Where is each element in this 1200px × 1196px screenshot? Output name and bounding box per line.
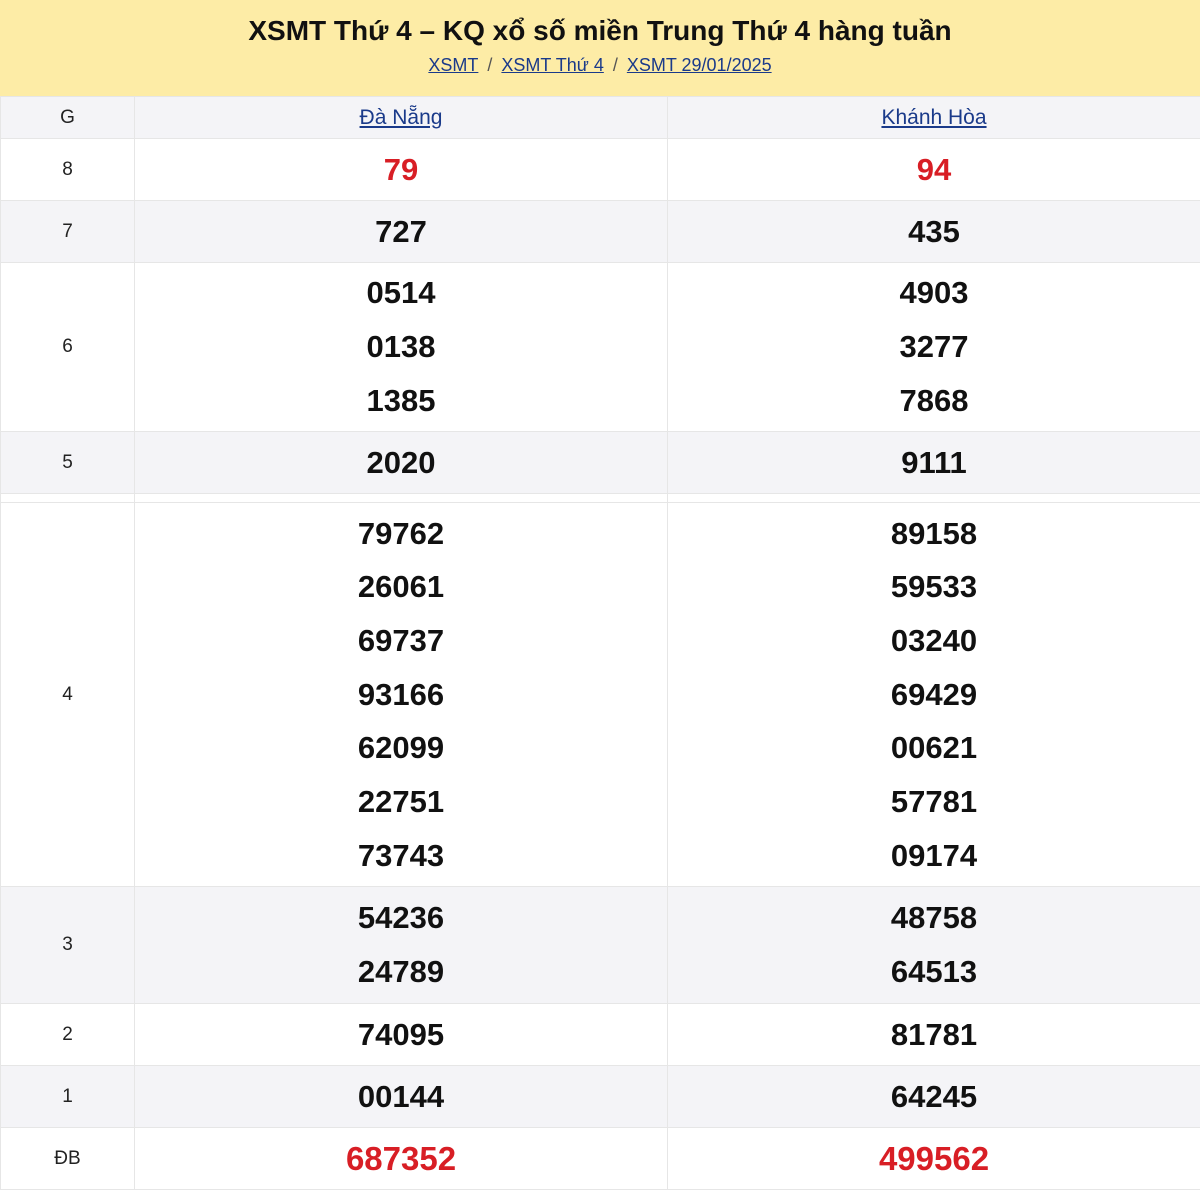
result-number: 69429 [890, 676, 978, 712]
page-title: XSMT Thứ 4 – KQ xổ số miền Trung Thứ 4 hàng tuần [248, 15, 952, 46]
result-cell-khanh-hoa [668, 1128, 1200, 1190]
table-header-row [1, 97, 1200, 139]
breadcrumb-link-xsmt-date[interactable]: XSMT 29/01/2025 [626, 55, 772, 75]
result-number: 89158 [890, 515, 978, 551]
prize-label: 3 [1, 887, 135, 1004]
result-cell-da-nang [135, 139, 668, 201]
result-cell-khanh-hoa [668, 432, 1200, 494]
result-number: 00144 [357, 1078, 445, 1114]
result-number: 4903 [899, 275, 969, 311]
table-row-prize-3 [1, 887, 1200, 1004]
prize-label: ĐB [1, 1128, 135, 1190]
result-number: 94 [916, 151, 952, 187]
breadcrumb-separator: / [487, 55, 493, 75]
page-header [0, 0, 1200, 96]
result-cell-da-nang [135, 263, 668, 432]
result-number: 0514 [366, 275, 436, 311]
province-header-da-nang [135, 97, 668, 139]
result-number: 73743 [357, 837, 445, 873]
result-cell-khanh-hoa [668, 139, 1200, 201]
result-number: 54236 [357, 900, 445, 936]
result-number: 93166 [357, 676, 445, 712]
result-cell-khanh-hoa [668, 1004, 1200, 1066]
table-section-gap [1, 494, 1200, 503]
table-row-prize-4 [1, 503, 1200, 887]
prize-label: 5 [1, 432, 135, 494]
gap-cell [1, 494, 135, 503]
province-link-da-nang[interactable]: Đà Nẵng [359, 105, 443, 129]
result-cell-khanh-hoa [668, 503, 1200, 887]
result-number: 69737 [357, 622, 445, 658]
prize-label: 2 [1, 1004, 135, 1066]
result-cell-khanh-hoa [668, 1066, 1200, 1128]
gap-cell [135, 494, 668, 503]
result-cell-da-nang [135, 503, 668, 887]
result-number: 2020 [366, 444, 436, 480]
result-cell-da-nang [135, 1004, 668, 1066]
result-number: 64513 [890, 954, 978, 989]
result-number: 0138 [366, 329, 436, 365]
gap-cell [668, 494, 1200, 503]
result-number: 48758 [890, 900, 978, 936]
result-number: 79 [383, 151, 419, 187]
result-number: 03240 [890, 622, 978, 658]
table-row-prize-6 [1, 263, 1200, 432]
result-number: 62099 [357, 730, 445, 766]
table-row-prize-1 [1, 1066, 1200, 1128]
result-cell-da-nang [135, 887, 668, 1004]
result-number: 57781 [890, 784, 978, 820]
result-number: 3277 [899, 329, 969, 365]
result-number: 59533 [890, 569, 978, 605]
result-cell-khanh-hoa [668, 263, 1200, 432]
result-number: 74095 [357, 1016, 445, 1052]
result-cell-da-nang [135, 432, 668, 494]
prize-label: 8 [1, 139, 135, 201]
result-number: 00621 [890, 730, 978, 766]
result-number: 9111 [901, 444, 967, 480]
prize-label: 7 [1, 201, 135, 263]
result-number: 09174 [890, 837, 978, 873]
prize-label: 4 [1, 503, 135, 887]
result-number: 1385 [366, 382, 436, 418]
table-row-prize-7 [1, 201, 1200, 263]
table-row-prize-8 [1, 139, 1200, 201]
breadcrumb [0, 54, 1200, 76]
breadcrumb-link-xsmt-thu-4[interactable]: XSMT Thứ 4 [501, 55, 604, 75]
result-cell-da-nang [135, 1128, 668, 1190]
results-table [0, 96, 1200, 1190]
special-result-number: 687352 [345, 1139, 457, 1177]
result-cell-da-nang [135, 1066, 668, 1128]
province-link-khanh-hoa[interactable]: Khánh Hòa [881, 105, 987, 129]
result-number: 81781 [890, 1016, 978, 1052]
result-number: 435 [908, 213, 960, 249]
result-cell-khanh-hoa [668, 201, 1200, 263]
breadcrumb-separator: / [612, 55, 618, 75]
result-number: 24789 [357, 954, 445, 989]
prize-column-header: G [1, 97, 135, 139]
result-number: 22751 [357, 784, 445, 820]
result-number: 26061 [357, 569, 445, 605]
table-row-prize-5 [1, 432, 1200, 494]
table-row-prize-2 [1, 1004, 1200, 1066]
result-number: 64245 [890, 1078, 978, 1114]
breadcrumb-link-xsmt[interactable]: XSMT [428, 55, 479, 75]
province-header-khanh-hoa [668, 97, 1200, 139]
prize-label: 6 [1, 263, 135, 432]
result-number: 79762 [357, 515, 445, 551]
prize-label: 1 [1, 1066, 135, 1128]
result-number: 7868 [899, 382, 969, 418]
result-cell-khanh-hoa [668, 887, 1200, 1004]
result-number: 727 [375, 213, 427, 249]
table-row-special-prize [1, 1128, 1200, 1190]
result-cell-da-nang [135, 201, 668, 263]
special-result-number: 499562 [878, 1139, 990, 1177]
